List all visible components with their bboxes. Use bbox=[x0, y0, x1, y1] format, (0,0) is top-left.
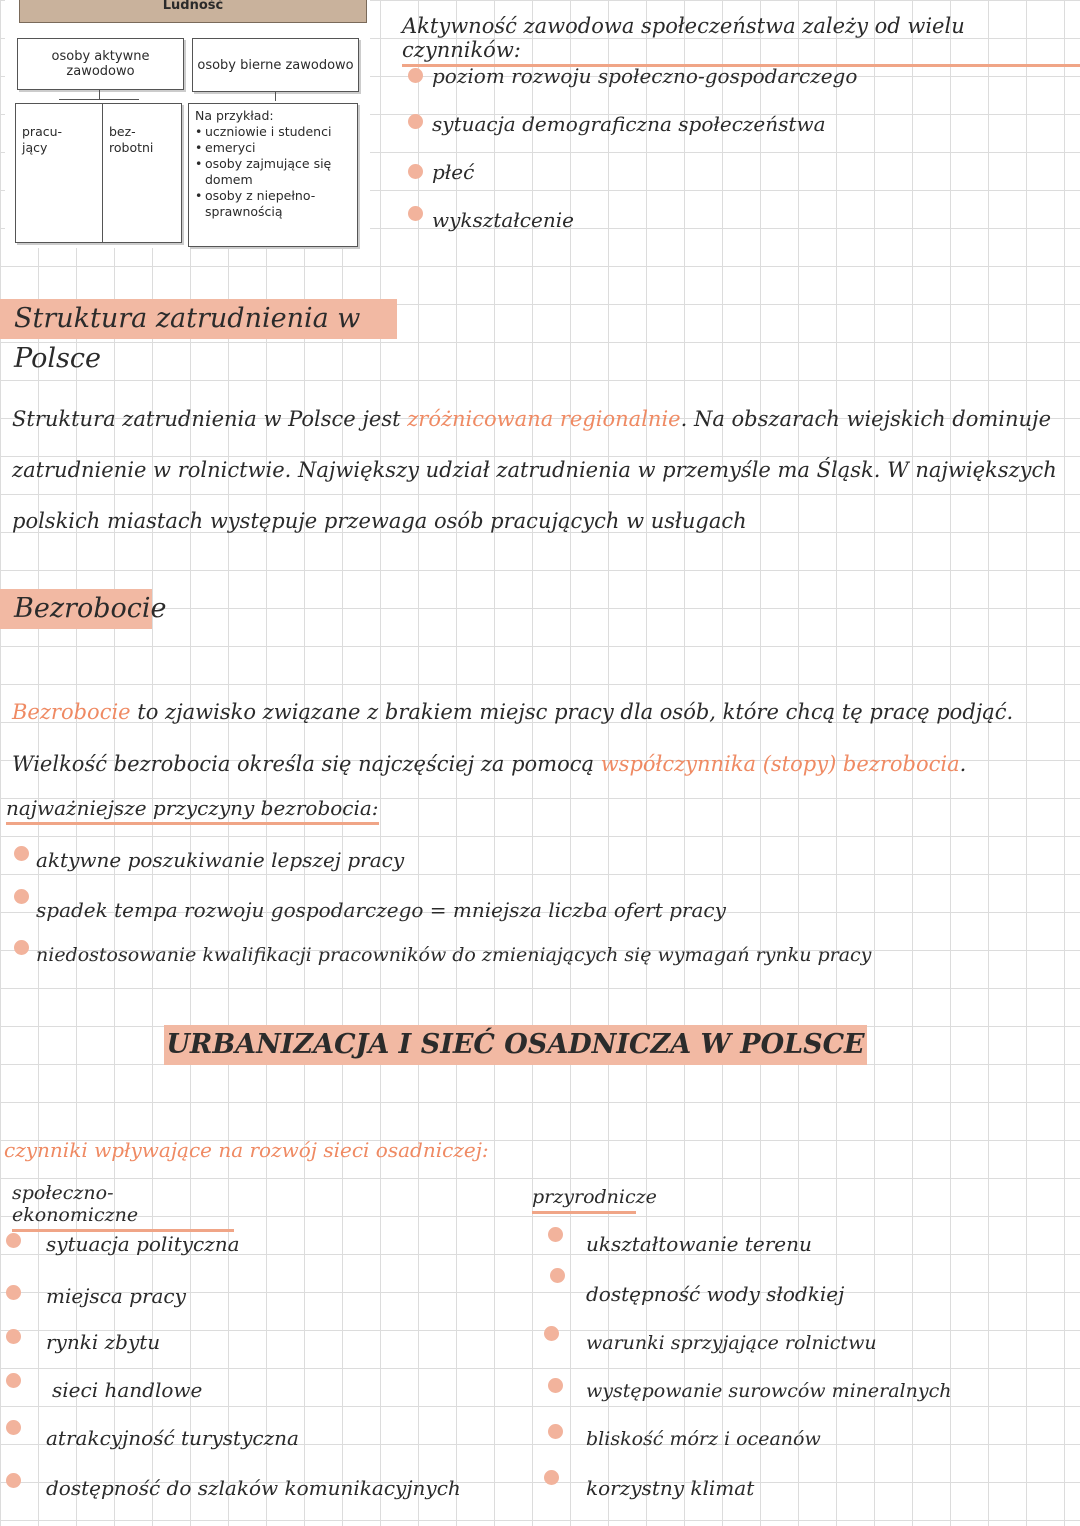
structure-text-rest: . Na obszarach wiejskich dominuje zatrudnienie w rolnictwie. Największy udział zatrudnienia w przemyśle ma Śląsk. W największych polskich miastach występuje przewaga osób pracujących w usługach bbox=[12, 407, 1057, 533]
bullet-icon bbox=[550, 1268, 565, 1283]
activity-item: wykształcenie bbox=[432, 208, 574, 232]
list-item: • emeryci bbox=[195, 140, 351, 156]
bullet-icon bbox=[544, 1326, 559, 1341]
social-item: sieci handlowe bbox=[52, 1378, 203, 1402]
natural-item: występowanie surowców mineralnych bbox=[586, 1380, 952, 1402]
population-diagram bbox=[5, 0, 370, 248]
natural-title: przyrodnicze bbox=[532, 1186, 636, 1214]
unemployed-box bbox=[102, 103, 182, 243]
structure-paragraph bbox=[12, 394, 1072, 547]
bullet-icon bbox=[6, 1373, 21, 1388]
active-label: osoby aktywne zawodowo bbox=[51, 49, 150, 79]
bullet-icon bbox=[6, 1473, 21, 1488]
bullet-icon bbox=[6, 1420, 21, 1435]
unemployment-text-end: . bbox=[959, 752, 967, 776]
urban-heading: URBANIZACJA I SIEĆ OSADNICZA W POLSCE bbox=[164, 1025, 867, 1065]
bullet-icon bbox=[548, 1227, 563, 1242]
bullet-icon bbox=[6, 1329, 21, 1344]
activity-title: Aktywność zawodowa społeczeństwa zależy od wielu czynników: bbox=[402, 14, 1080, 67]
social-item: miejsca pracy bbox=[46, 1284, 186, 1308]
list-item: • osoby z niepełno- sprawnością bbox=[195, 188, 351, 220]
bullet-icon bbox=[408, 164, 423, 179]
social-item: sytuacja polityczna bbox=[46, 1232, 240, 1256]
activity-item: poziom rozwoju społeczno-gospodarczego bbox=[432, 64, 858, 88]
unemployment-paragraph bbox=[12, 686, 1072, 790]
bullet-icon bbox=[548, 1424, 563, 1439]
examples-list bbox=[195, 124, 351, 220]
working-label: pracu- jący bbox=[22, 124, 63, 155]
natural-item: ukształtowanie terenu bbox=[586, 1232, 812, 1256]
inactive-label: osoby bierne zawodowo bbox=[197, 57, 354, 73]
bullet-icon bbox=[548, 1378, 563, 1393]
diagram-head: Ludność bbox=[19, 0, 367, 23]
structure-heading: Struktura zatrudnienia w Polsce bbox=[0, 299, 397, 339]
unemployment-highlight: współczynnika (stopy) bezrobocia bbox=[600, 752, 960, 776]
bullet-icon bbox=[6, 1285, 21, 1300]
activity-item: płeć bbox=[432, 160, 475, 184]
natural-item: dostępność wody słodkiej bbox=[586, 1282, 845, 1306]
natural-item: bliskość mórz i oceanów bbox=[586, 1428, 821, 1450]
unemployment-text: to zjawisko związane z brakiem miejsc pracy dla osób, które chcą tę pracę podjąć. Wielkość bezrobocia określa się najczęściej za pomocą bbox=[12, 700, 1014, 776]
inactive-box bbox=[192, 38, 359, 92]
natural-item: warunki sprzyjające rolnictwu bbox=[586, 1332, 877, 1354]
working-box bbox=[15, 103, 104, 243]
natural-item: korzystny klimat bbox=[586, 1476, 755, 1500]
bullet-icon bbox=[408, 206, 423, 221]
bullet-icon bbox=[14, 889, 29, 904]
bullet-icon bbox=[408, 68, 423, 83]
unemployed-label: bez- robotni bbox=[109, 124, 154, 155]
bullet-icon bbox=[14, 846, 29, 861]
social-item: rynki zbytu bbox=[46, 1330, 161, 1354]
cause-item: spadek tempa rozwoju gospodarczego = mniejsza liczba ofert pracy bbox=[36, 898, 726, 922]
bullet-icon bbox=[544, 1470, 559, 1485]
list-item: • osoby zajmujące się domem bbox=[195, 156, 351, 188]
social-item: dostępność do szlaków komunikacyjnych bbox=[46, 1476, 461, 1500]
unemployment-term: Bezrobocie bbox=[12, 700, 131, 724]
unemployment-heading: Bezrobocie bbox=[0, 589, 152, 629]
activity-item: sytuacja demograficzna społeczeństwa bbox=[432, 112, 826, 136]
bullet-icon bbox=[6, 1233, 21, 1248]
active-box bbox=[17, 38, 184, 90]
bullet-icon bbox=[408, 114, 423, 129]
causes-title: najważniejsze przyczyny bezrobocia: bbox=[6, 796, 379, 825]
connector bbox=[275, 91, 276, 101]
cause-item: niedostosowanie kwalifikacji pracowników do zmieniających się wymagań rynku pracy bbox=[36, 944, 872, 966]
cause-item: aktywne poszukiwanie lepszej pracy bbox=[36, 848, 405, 872]
structure-highlight: zróżnicowana regionalnie bbox=[407, 407, 681, 431]
bullet-icon bbox=[14, 940, 29, 955]
connector bbox=[99, 89, 100, 99]
connector bbox=[59, 99, 139, 100]
social-title: społeczno-ekonomiczne bbox=[12, 1182, 234, 1232]
factors-title: czynniki wpływające na rozwój sieci osadniczej: bbox=[4, 1138, 489, 1162]
structure-text: Struktura zatrudnienia w Polsce jest bbox=[12, 407, 408, 431]
examples-title: Na przykład: bbox=[195, 108, 274, 123]
examples-box bbox=[188, 103, 358, 247]
social-item: atrakcyjność turystyczna bbox=[46, 1426, 299, 1450]
list-item: • uczniowie i studenci bbox=[195, 124, 351, 140]
